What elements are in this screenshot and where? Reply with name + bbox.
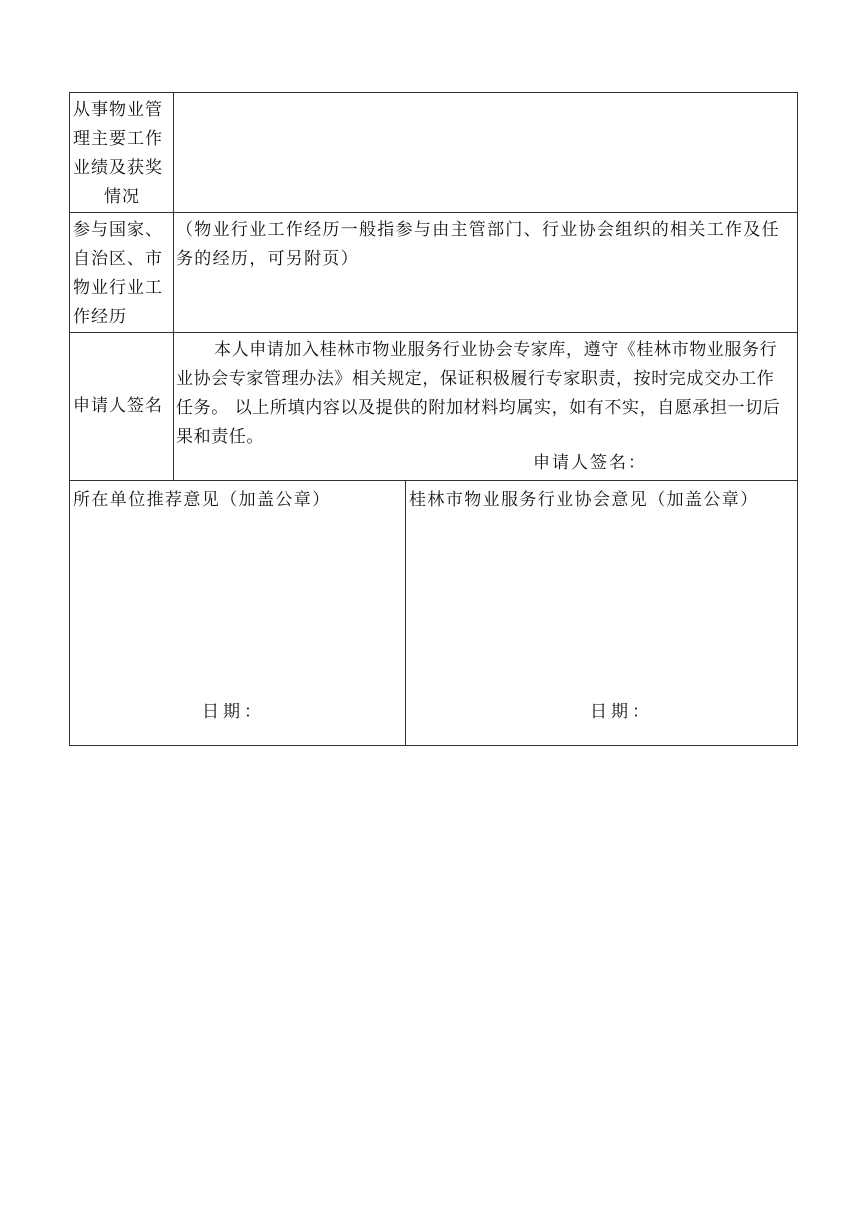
label-line: 从事物业管	[73, 100, 163, 120]
application-form-table	[69, 92, 798, 746]
achievements-label	[70, 93, 174, 212]
label-line: 情况	[104, 187, 140, 207]
experience-content[interactable]	[174, 213, 797, 332]
achievements-content[interactable]	[174, 93, 797, 212]
label-line: 物业行业工	[73, 278, 163, 298]
label-line: 作经历	[73, 307, 127, 327]
pledge-text: 本人申请加入桂林市物业服务行业协会专家库，遵守《桂林市物业服务行业协会专家管理办法》相关规定，保证积极履行专家职责，按时完成交办工作任务。 以上所填内容以及提供的附加材料均属实，如有不实，自愿承担一切后果和责任。	[176, 340, 781, 447]
experience-note: （物业行业工作经历一般指参与由主管部门、行业协会组织的相关工作及任务的经历，可另附页）	[176, 220, 780, 269]
label-line: 理主要工作	[73, 129, 163, 149]
signature-label: 申请人签名	[70, 333, 174, 480]
experience-label	[70, 213, 174, 332]
unit-date-label: 日期：	[202, 702, 265, 722]
experience-row	[70, 213, 797, 333]
label-line: 业绩及获奖	[73, 158, 163, 178]
label-line: 自治区、市	[73, 249, 163, 269]
unit-opinion-cell[interactable]	[70, 481, 406, 746]
label-line: 参与国家、	[73, 220, 163, 240]
signature-content	[174, 333, 797, 480]
association-opinion-title: 桂林市物业服务行业协会意见（加盖公章）	[409, 490, 759, 510]
association-opinion-cell[interactable]	[406, 481, 797, 746]
signature-row	[70, 333, 797, 481]
unit-opinion-title: 所在单位推荐意见（加盖公章）	[73, 490, 331, 510]
achievements-row	[70, 93, 797, 213]
signature-prompt[interactable]: 申请人签名：	[533, 453, 647, 473]
association-date-label: 日期：	[590, 702, 653, 722]
opinions-row	[70, 481, 797, 746]
